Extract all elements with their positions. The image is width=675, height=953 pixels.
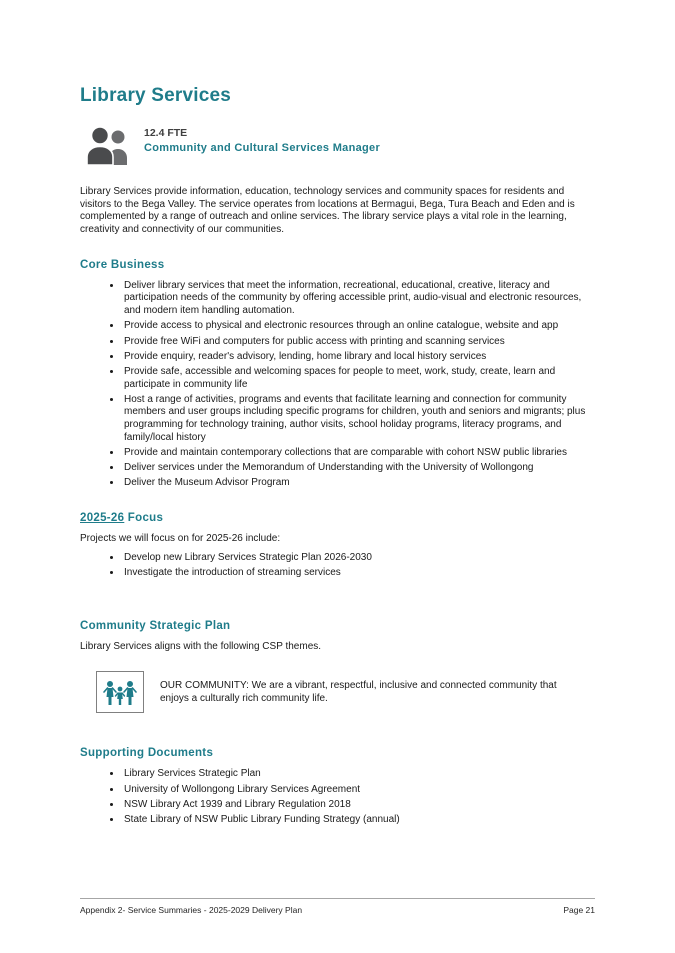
manager-title: Community and Cultural Services Manager <box>144 142 381 154</box>
heading-core-business: Core Business <box>80 258 165 271</box>
focus-year: 2025-26 <box>80 512 125 525</box>
focus-item: • Investigate the introduction of streaming services <box>122 567 595 580</box>
fte-label: 12.4 FTE <box>144 127 188 139</box>
people-silhouette-icon <box>84 127 132 170</box>
page-footer <box>80 898 595 915</box>
supporting-document-item: • State Library of NSW Public Library Funding Strategy (annual) <box>122 814 595 827</box>
core-business-item: • Provide safe, accessible and welcoming spaces for people to meet, work, study, create, learn and participate in community life <box>122 366 595 391</box>
supporting-document-item: • Library Services Strategic Plan <box>122 768 595 781</box>
heading-focus <box>80 512 595 524</box>
footer-document-name: Appendix 2- Service Summaries - 2025-2029 Delivery Plan <box>80 905 303 915</box>
csp-theme-block <box>96 671 566 713</box>
focus-item: • Develop new Library Services Strategic Plan 2026-2030 <box>122 552 595 565</box>
footer-divider <box>80 898 595 899</box>
community-people-icon <box>96 671 144 713</box>
supporting-document-item: • University of Wollongong Library Services Agreement <box>122 784 595 797</box>
manager-text-block <box>144 125 380 154</box>
csp-intro: Library Services aligns with the following CSP themes. <box>80 640 322 652</box>
footer-page-number: Page 21 <box>563 905 595 915</box>
core-business-item: • Deliver library services that meet the information, recreational, educational, creative, literacy and participation needs of the community by offering accessible print, audio-visual and electronic resources, and modern item handling automation. <box>122 280 595 318</box>
core-business-item: • Provide access to physical and electronic resources through an online catalogue, website and app <box>122 320 595 333</box>
focus-intro: Projects we will focus on for 2025-26 include: <box>80 533 281 545</box>
core-business-item: • Deliver services under the Memorandum of Understanding with the University of Wollongong <box>122 462 595 475</box>
core-business-item: • Host a range of activities, programs and events that facilitate learning and connection for community members and user groups including specific programs for children, youth and seniors and migrants; plus programming for technology training, author visits, school holiday programs, literacy programs, and family/local history <box>122 394 595 445</box>
heading-community-strategic-plan: Community Strategic Plan <box>80 619 231 632</box>
core-business-item: • Provide free WiFi and computers for public access with printing and scanning services <box>122 336 595 349</box>
focus-word: Focus <box>124 512 164 525</box>
page-title: Library Services <box>80 85 232 106</box>
supporting-document-item: • NSW Library Act 1939 and Library Regulation 2018 <box>122 799 595 812</box>
core-business-item: • Deliver the Museum Advisor Program <box>122 477 595 490</box>
service-manager-block <box>84 125 595 170</box>
core-business-item: • Provide and maintain contemporary collections that are comparable with cohort NSW public libraries <box>122 447 595 460</box>
supporting-documents-list <box>80 768 595 826</box>
heading-supporting-documents: Supporting Documents <box>80 747 214 760</box>
core-business-list <box>80 280 595 490</box>
focus-list <box>80 552 595 580</box>
intro-paragraph: Library Services provide information, education, technology services and community spaces for residents and visitors to the Bega Valley. The service operates from locations at Bermagui, Bega, Tura Beach and Eden and is complemented by a range of outreach and online services. The library service plays a vital role in the learning, creativity and connectivity of our communities. <box>80 186 575 236</box>
csp-theme-text: OUR COMMUNITY: We are a vibrant, respectful, inclusive and connected community that enjoys a culturally rich community life. <box>160 680 557 705</box>
core-business-item: • Provide enquiry, reader's advisory, lending, home library and local history services <box>122 351 595 364</box>
